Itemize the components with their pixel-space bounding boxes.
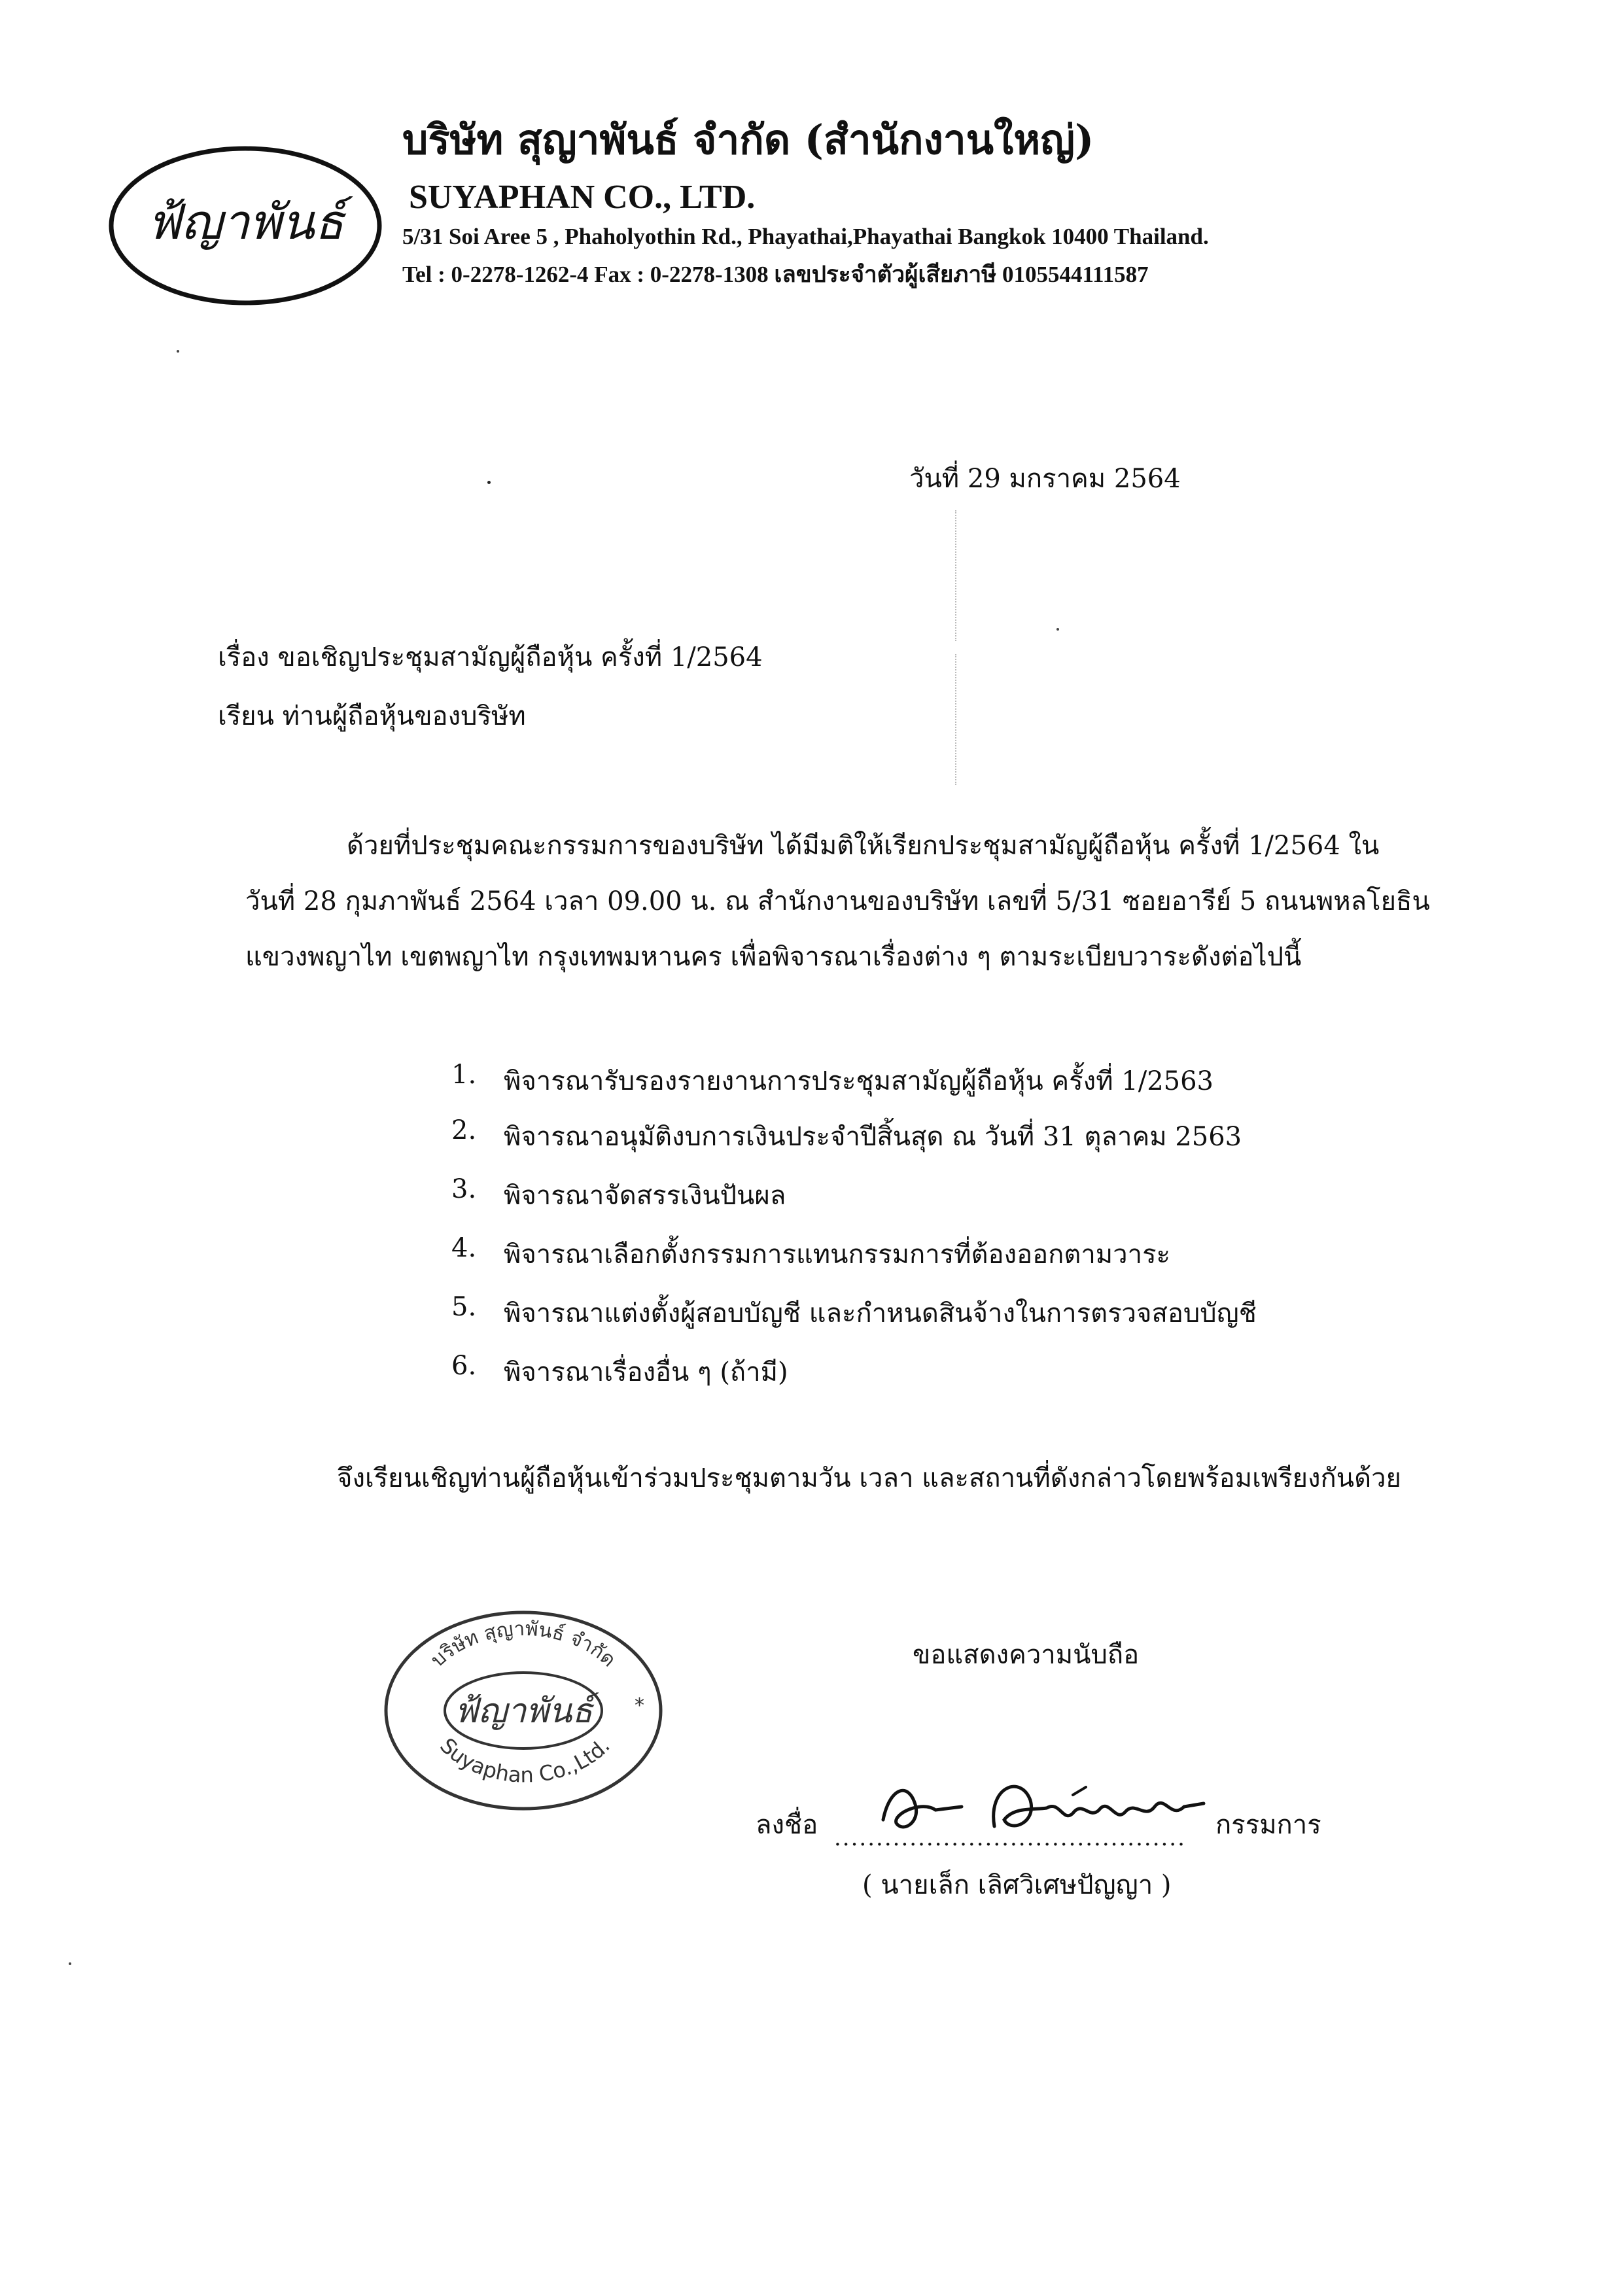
agenda-label: พิจารณาอนุมัติงบการเงินประจำปีสิ้นสุด ณ วันที่ 31 ตุลาคม 2563: [504, 1122, 1242, 1152]
logo-text: ฟ้ญาพันธ์: [147, 194, 344, 251]
letter-salutation: เรียน ท่านผู้ถือหุ้นของบริษัท: [218, 701, 526, 731]
agenda-number: 1.: [451, 1060, 477, 1090]
closing-sentence: จึงเรียนเชิญท่านผู้ถือหุ้นเข้าร่วมประชุมตามวัน เวลา และสถานที่ดังกล่าวโดยพร้อมเพรียงกันด้วย: [337, 1463, 1401, 1493]
signer-name: ( นายเล็ก เลิศวิเศษปัญญา ): [862, 1870, 1172, 1900]
agenda-item: [451, 1351, 1302, 1387]
agenda-number: 6.: [451, 1351, 477, 1381]
signer-title: กรรมการ: [1215, 1810, 1321, 1840]
company-address: 5/31 Soi Aree 5 , Phaholyothin Rd., Phayathai,Phayathai Bangkok 10400 Thailand.: [402, 224, 1209, 249]
closing-regards: ขอแสดงความนับถือ: [913, 1640, 1140, 1670]
agenda-item: [451, 1115, 1302, 1152]
signature-dotted-line: ..........................................: [834, 1825, 1186, 1851]
letter-subject: เรื่อง ขอเชิญประชุมสามัญผู้ถือหุ้น ครั้งที่ 1/2564: [218, 642, 763, 672]
company-name-thai: บริษัท สุญาพันธ์ จำกัด (สำนักงานใหญ่): [402, 116, 1094, 164]
svg-text:*: *: [635, 1694, 644, 1717]
handwritten-signature: [864, 1761, 1217, 1852]
seal-bottom-text: Suyaphan Co.,Ltd.: [435, 1733, 615, 1788]
agenda-label: พิจารณาเลือกตั้งกรรมการแทนกรรมการที่ต้องออกตามวาระ: [504, 1240, 1171, 1270]
paragraph-line: วันที่ 28 กุมภาพันธ์ 2564 เวลา 09.00 น. ณ สำนักงานของบริษัท เลขที่ 5/31 ซอยอารีย์ 5 ถนนพหลโยธิน: [245, 886, 1430, 916]
agenda-label: พิจารณารับรองรายงานการประชุมสามัญผู้ถือหุ้น ครั้งที่ 1/2563: [504, 1066, 1213, 1096]
svg-text:Suyaphan Co.,Ltd.: [435, 1733, 615, 1788]
agenda-label: พิจารณาจัดสรรเงินปันผล: [504, 1181, 786, 1211]
agenda-item: [451, 1233, 1302, 1270]
paragraph-line: ด้วยที่ประชุมคณะกรรมการของบริษัท ได้มีมติให้เรียกประชุมสามัญผู้ถือหุ้น ครั้งที่ 1/2564 ใน: [347, 831, 1380, 861]
agenda-number: 3.: [451, 1174, 477, 1204]
company-contact: Tel : 0-2278-1262-4 Fax : 0-2278-1308 เลขประจำตัวผู้เสียภาษี 0105544111587: [402, 262, 1149, 287]
agenda-number: 4.: [451, 1233, 477, 1263]
seal-top-text: บริษัท สุญาพันธ์ จำกัด: [426, 1617, 621, 1672]
agenda-item: [451, 1060, 1302, 1096]
agenda-label: พิจารณาเรื่องอื่น ๆ (ถ้ามี): [504, 1357, 788, 1387]
agenda-number: 5.: [451, 1292, 477, 1322]
company-logo: [105, 141, 386, 311]
letter-date: วันที่ 29 มกราคม 2564: [909, 464, 1181, 494]
agenda-item: [451, 1292, 1302, 1329]
company-seal-stamp: [373, 1599, 674, 1815]
seal-center-text: ฟ้ญาพันธ์: [454, 1692, 593, 1731]
signature-label: ลงชื่อ: [756, 1810, 818, 1840]
agenda-label: พิจารณาแต่งตั้งผู้สอบบัญชี และกำหนดสินจ้างในการตรวจสอบบัญชี: [504, 1298, 1257, 1329]
agenda-item: [451, 1174, 1302, 1211]
company-name-english: SUYAPHAN CO., LTD.: [409, 179, 756, 216]
agenda-number: 2.: [451, 1115, 477, 1145]
paragraph-line: แขวงพญาไท เขตพญาไท กรุงเทพมหานคร เพื่อพิจารณาเรื่องต่าง ๆ ตามระเบียบวาระดังต่อไปนี้: [245, 942, 1302, 972]
